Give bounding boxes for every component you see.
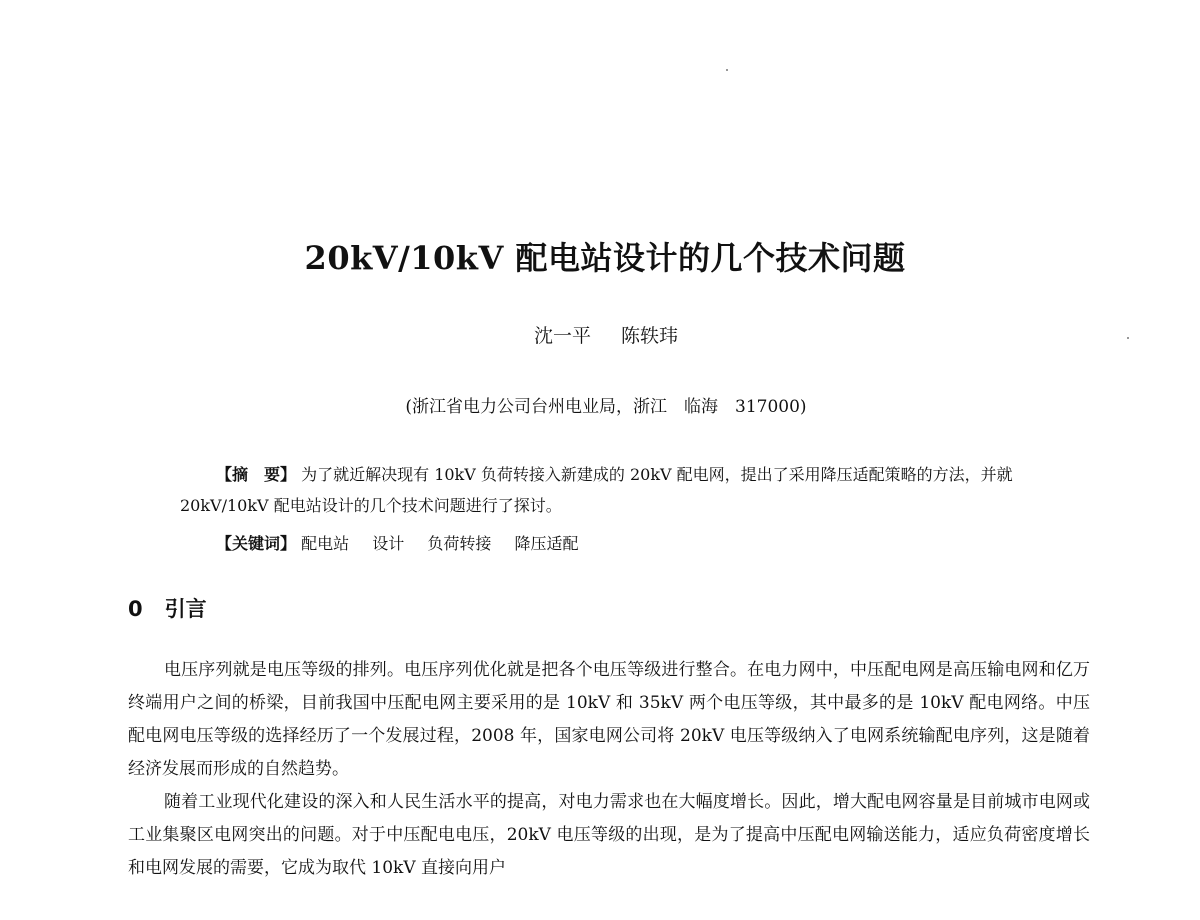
scan-speck (726, 69, 728, 71)
abstract-text: 为了就近解决现有 10kV 负荷转接入新建成的 20kV 配电网，提出了采用降压适配策略的方法，并就 20kV/10kV 配电站设计的几个技术问题进行了探讨。 (180, 465, 1013, 515)
keywords-block (216, 528, 596, 559)
author-name: 陈轶玮 (621, 325, 679, 347)
keyword: 配电站 (301, 534, 350, 553)
author-affiliation: (浙江省电力公司台州电业局，浙江 临海 317000) (405, 397, 807, 417)
body-paragraph: 随着工业现代化建设的深入和人民生活水平的提高，对电力需求也在大幅度增长。因此，增大配电网容量是目前城市电网或工业集聚区电网突出的问题。对于中压配电电压，20kV 电压等级的出现，是为了提高中压配电网输送能力，适应负荷密度增长和电网发展的需要，它成为取代 10kV 直接向用户 (128, 792, 1090, 878)
body-paragraph: 电压序列就是电压等级的排列。电压序列优化就是把各个电压等级进行整合。在电力网中，中压配电网是高压输电网和亿万终端用户之间的桥梁，目前我国中压配电网主要采用的是 10kV 和 35kV 两个电压等级，其中最多的是 10kV 配电网络。中压配电网电压等级的选择经历了一个发展过程，2008 年，国家电网公司将 20kV 电压等级纳入了电网系统输配电序列，这是随着经济发展而形成的自然趋势。 (128, 660, 1090, 779)
section-heading (128, 592, 207, 626)
abstract-block (180, 459, 1060, 521)
author-name: 沈一平 (533, 325, 591, 347)
author-list (0, 321, 1200, 351)
keyword: 负荷转接 (427, 534, 492, 553)
keyword: 设计 (372, 534, 405, 553)
body-text (128, 654, 1090, 885)
section-title: 引言 (164, 597, 207, 621)
keywords-label: 【关键词】 (216, 534, 297, 553)
keyword: 降压适配 (514, 534, 579, 553)
abstract-label: 【摘 要】 (216, 465, 297, 484)
section-number: 0 (128, 597, 143, 621)
paper-title: 20kV/10kV 配电站设计的几个技术问题 (304, 239, 906, 277)
